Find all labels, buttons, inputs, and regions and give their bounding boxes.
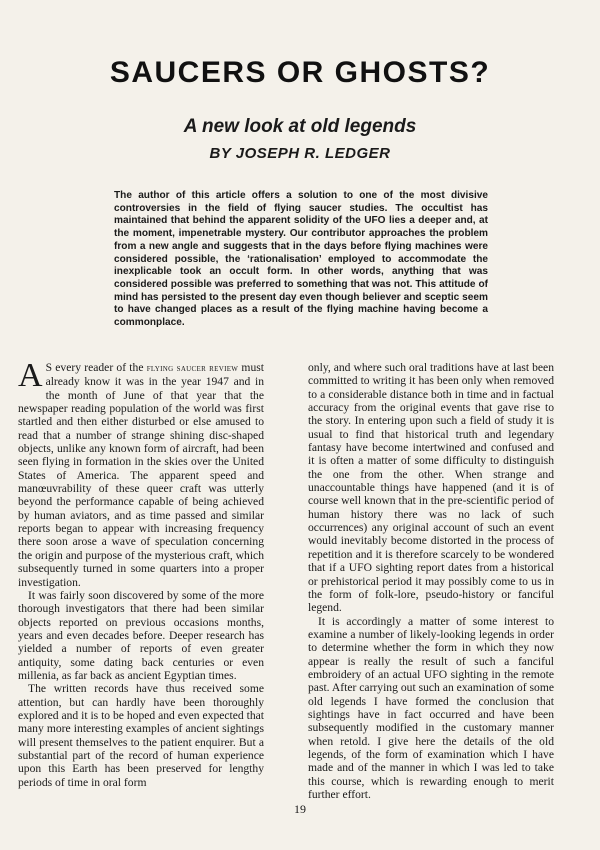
body-paragraph: It was fairly soon discovered by some of the more thorough investigators that there had been similar objects reported on previous occasions months, years and even decades before. Deeper research has yielded a number of reports of even greater antiquity, some dating back centuries or even millenia, as far back as ancient Egyptian times. (18, 588, 264, 682)
body-column-right (308, 361, 554, 801)
drop-cap: A (18, 357, 43, 394)
article-title: SAUCERS OR GHOSTS? (109, 56, 491, 89)
intro-paragraph: The author of this article offers a solution to one of the most divisive controversies in the field of flying saucer studies. The occultist has maintained that behind the apparent solidity of the UFO lies a deeper and, at the moment, impenetrable mystery. Our contributor approaches the problem from a new angle and suggests that in the days before flying machines were considered possible, the ‘rationalisation’ employed to accommodate the inexplicable took an occult form. In other words, anything that was considered possible was preferred to something that was not. This attitude of mind has persisted to the present day even though believer and sceptic seem to have changed places as a result of the flying machine having become a commonplace. (114, 190, 488, 329)
body-paragraph: The written records have thus received some attention, but can hardly have been thoroughly explored and it is to be hoped and even expected that many more interesting examples of ancient sightings will present themselves to the patient enquirer. But a substantial part of the record of human experience upon this Earth has been preserved for lengthy periods of time in oral form (18, 682, 264, 789)
body-paragraph (18, 357, 264, 589)
paragraph-text: must already know it was in the year 1947 and in the month of June of that year that the newspaper reading population of the world was first startled and then either disturbed or else amused to read that a number of strange shining disc-shaped objects, unlike any known form of aircraft, had been seen flying in formation in the skies over the United States of America. The apparent speed and manœuvrability of these queer craft was utterly beyond the performance capable of being achieved by human aviators, and as time passed and similar reports began to appear with increasing frequency there soon arose a wave of speculation concerning the origin and purpose of the mysterious craft, which subsequently turned in some quarters into a proper investigation. (18, 361, 264, 589)
article-byline: BY JOSEPH R. LEDGER (209, 145, 391, 162)
body-paragraph: only, and where such oral traditions have at last been committed to writing it has been only when removed to a considerable distance both in time and in factual accuracy from the original events that gave rise to the story. In entering upon such a field of study it is usual to find that historical truth and legendary fantasy have become intertwined and confused and it is often a matter of some difficulty to distinguish the one from the other. When strange and unaccountable things have happened (and it is of course well known that in the pre-scientific period of human history there was no lack of such occurrences) any original account of such an event would inevitably become distorted in the process of repetition and it is therefore scarcely to be wondered that if a UFO sighting report dates from a historical or prehistorical period it may possibly come to us in the form of folk-lore, pseudo-history or fanciful legend. (308, 361, 554, 615)
body-paragraph: It is accordingly a matter of some interest to examine a number of likely-looking legends in order to determine whether the form in which they now appear is really the result of such a fanciful embroidery of an actual UFO sighting in the remote past. After carrying out such an examination of some old legends I have formed the conclusion that sightings have in fact occurred and have been subsequently modified in the customary manner when retold. I give here the details of the old legends, of the form of examination which I have made and of the manner in which I was led to take this course, which is rewarding enough to merit further effort. (308, 614, 554, 801)
page-number: 19 (294, 802, 306, 816)
paragraph-start-text: S every reader of the (45, 361, 144, 374)
article-subtitle: A new look at old legends (183, 116, 417, 137)
body-column-left (18, 357, 264, 789)
journal-name: flying saucer review (146, 363, 239, 374)
